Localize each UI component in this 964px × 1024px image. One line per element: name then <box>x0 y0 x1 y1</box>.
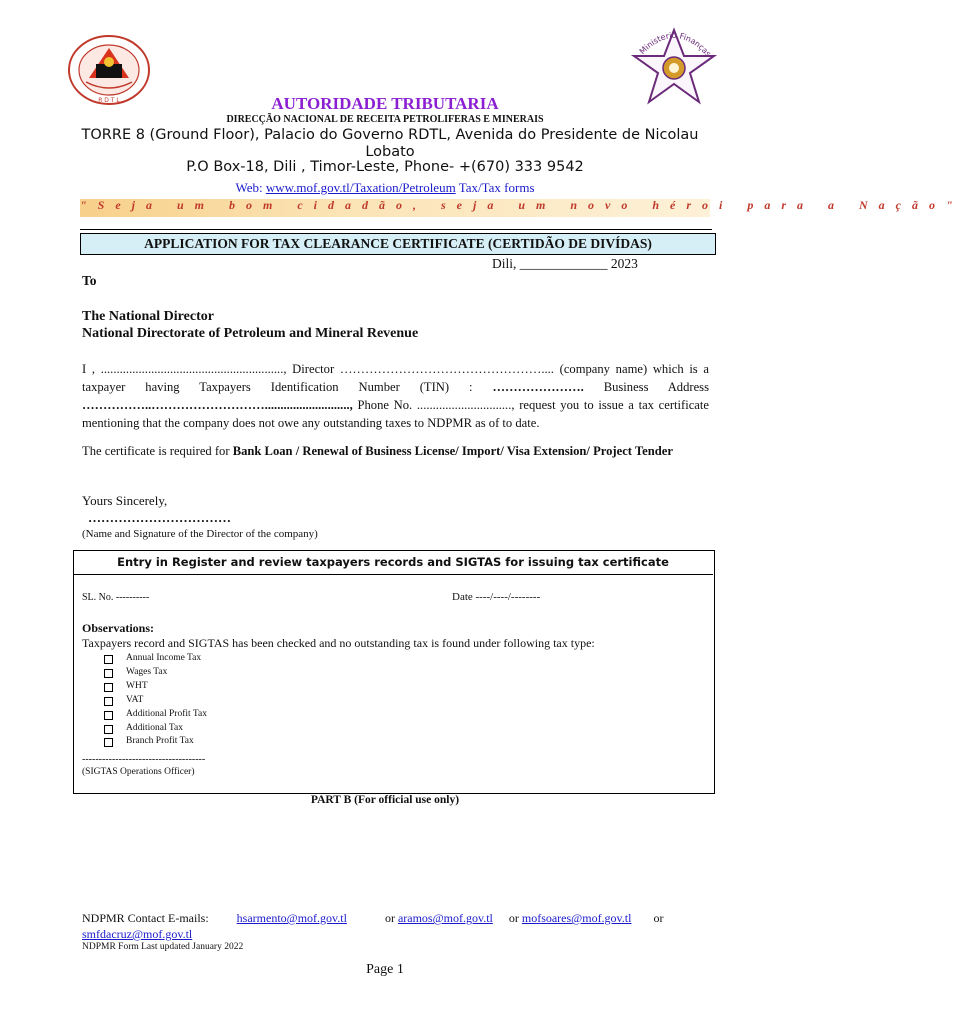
agency-title: AUTORIDADE TRIBUTARIA <box>271 94 499 113</box>
request-text-b: Business Address <box>583 380 709 394</box>
directorate-subtitle: DIRECÇÃO NACIONAL DE RECEITA PETROLIFERAS E MINERAIS <box>226 114 544 125</box>
tax-type-item[interactable] <box>104 694 207 708</box>
tax-type-label: VAT <box>126 694 144 705</box>
officer-caption: (SIGTAS Operations Officer) <box>82 767 195 777</box>
register-heading: Entry in Register and review taxpayers records and SIGTAS for issuing tax certificate <box>73 550 713 575</box>
checkbox-icon[interactable] <box>104 697 113 706</box>
tax-type-label: Additional Tax <box>126 722 183 733</box>
checkbox-icon[interactable] <box>104 669 113 678</box>
or-separator: or <box>508 911 519 925</box>
observations-label: Observations: <box>82 621 154 635</box>
tax-type-item[interactable] <box>104 680 207 694</box>
header-divider <box>80 229 712 230</box>
or-separator: or <box>384 911 395 925</box>
email-link-aramos[interactable]: aramos@mof.gov.tl <box>397 911 493 925</box>
recipient-title: The National Director <box>82 309 214 324</box>
tax-type-checklist <box>104 652 207 749</box>
tin-field[interactable]: …………………. <box>492 380 584 394</box>
page-number: Page 1 <box>366 962 404 977</box>
request-text-c: Phone No. .............................., request you to issue a tax certificate mentioning that the company does not owe any outstanding taxes to NDPMR as of to date. <box>82 398 709 430</box>
purpose-options: Bank Loan / Renewal of Business License/ Import/ Visa Extension/ Project Tender <box>232 444 673 458</box>
slogan-text: "Seja um bom cidadão, seja um novo héroi para a Nação" <box>80 198 964 212</box>
request-paragraph <box>82 360 709 432</box>
checkbox-icon[interactable] <box>104 655 113 664</box>
tax-type-label: Additional Profit Tax <box>126 708 207 719</box>
part-b-heading: PART B (For official use only) <box>310 794 460 806</box>
email-link-smfdacruz[interactable]: smfdacruz@mof.gov.tl <box>82 927 193 941</box>
web-suffix: Tax/Tax forms <box>455 180 535 195</box>
contact-emails-line2 <box>82 927 192 942</box>
register-date-field[interactable]: Date ----/----/-------- <box>452 591 541 603</box>
form-title: APPLICATION FOR TAX CLEARANCE CERTIFICATE (CERTIDÃO DE DIVÍDAS) <box>80 233 716 255</box>
officer-signature-line[interactable]: ------------------------------------- <box>82 754 206 765</box>
closing-text: Yours Sincerely, <box>82 493 168 508</box>
recipient-directorate: National Directorate of Petroleum and Mineral Revenue <box>82 326 419 341</box>
signature-caption: (Name and Signature of the Director of the company) <box>82 528 318 540</box>
checkbox-icon[interactable] <box>104 683 113 692</box>
web-prefix: Web: <box>235 180 266 195</box>
business-address-field[interactable]: ……………..………………………..........................., <box>82 398 353 412</box>
tax-type-item[interactable] <box>104 722 207 736</box>
tax-type-item[interactable] <box>104 666 207 680</box>
contact-emails <box>82 911 663 926</box>
tax-type-item[interactable] <box>104 652 207 666</box>
website-link[interactable]: www.mof.gov.tl/Taxation/Petroleum <box>265 180 456 195</box>
checkbox-icon[interactable] <box>104 725 113 734</box>
tax-type-label: Branch Profit Tax <box>126 736 194 747</box>
tax-type-label: Wages Tax <box>126 666 168 677</box>
to-label: To <box>82 273 97 288</box>
or-separator: or <box>653 911 664 925</box>
email-link-mofsoares[interactable]: mofsoares@mof.gov.tl <box>521 911 632 925</box>
address-line-2: P.O Box-18, Dili , Timor-Leste, Phone- +(670) 333 9542 <box>186 159 584 175</box>
tax-type-label: Annual Income Tax <box>126 653 202 663</box>
form-version-note: NDPMR Form Last updated January 2022 <box>82 942 244 952</box>
email-link-hsarmento[interactable]: hsarmento@mof.gov.tl <box>236 911 347 925</box>
website-line <box>0 180 770 196</box>
observations-text: Taxpayers record and SIGTAS has been checked and no outstanding tax is found under following tax type: <box>82 636 595 650</box>
svg-text:Ministerio Finanças: Ministerio Finanças <box>637 30 713 59</box>
checkbox-icon[interactable] <box>104 738 113 747</box>
tax-type-item[interactable] <box>104 735 207 749</box>
purpose-paragraph <box>82 442 709 460</box>
request-text-a: I , .........................................................., Director ………………………………………….... (company name) which is a taxpayer having Taxpayers Identification Number (TIN) : <box>82 362 709 394</box>
contacts-label: NDPMR Contact E-mails: <box>82 911 209 925</box>
purpose-text: The certificate is required for <box>82 444 233 458</box>
tax-type-label: WHT <box>126 680 148 691</box>
checkbox-icon[interactable] <box>104 711 113 720</box>
tax-type-item[interactable] <box>104 708 207 722</box>
dili-date-line: Dili, _____________ 2023 <box>492 256 638 271</box>
svg-text:R D T L: R D T L <box>98 97 120 104</box>
serial-number-field[interactable]: SL. No. ---------- <box>82 592 150 603</box>
signature-field[interactable]: …………………………… <box>88 510 231 525</box>
address-line-1: TORRE 8 (Ground Floor), Palacio do Governo RDTL, Avenida do Presidente de Nicolau Lobato <box>81 127 699 160</box>
